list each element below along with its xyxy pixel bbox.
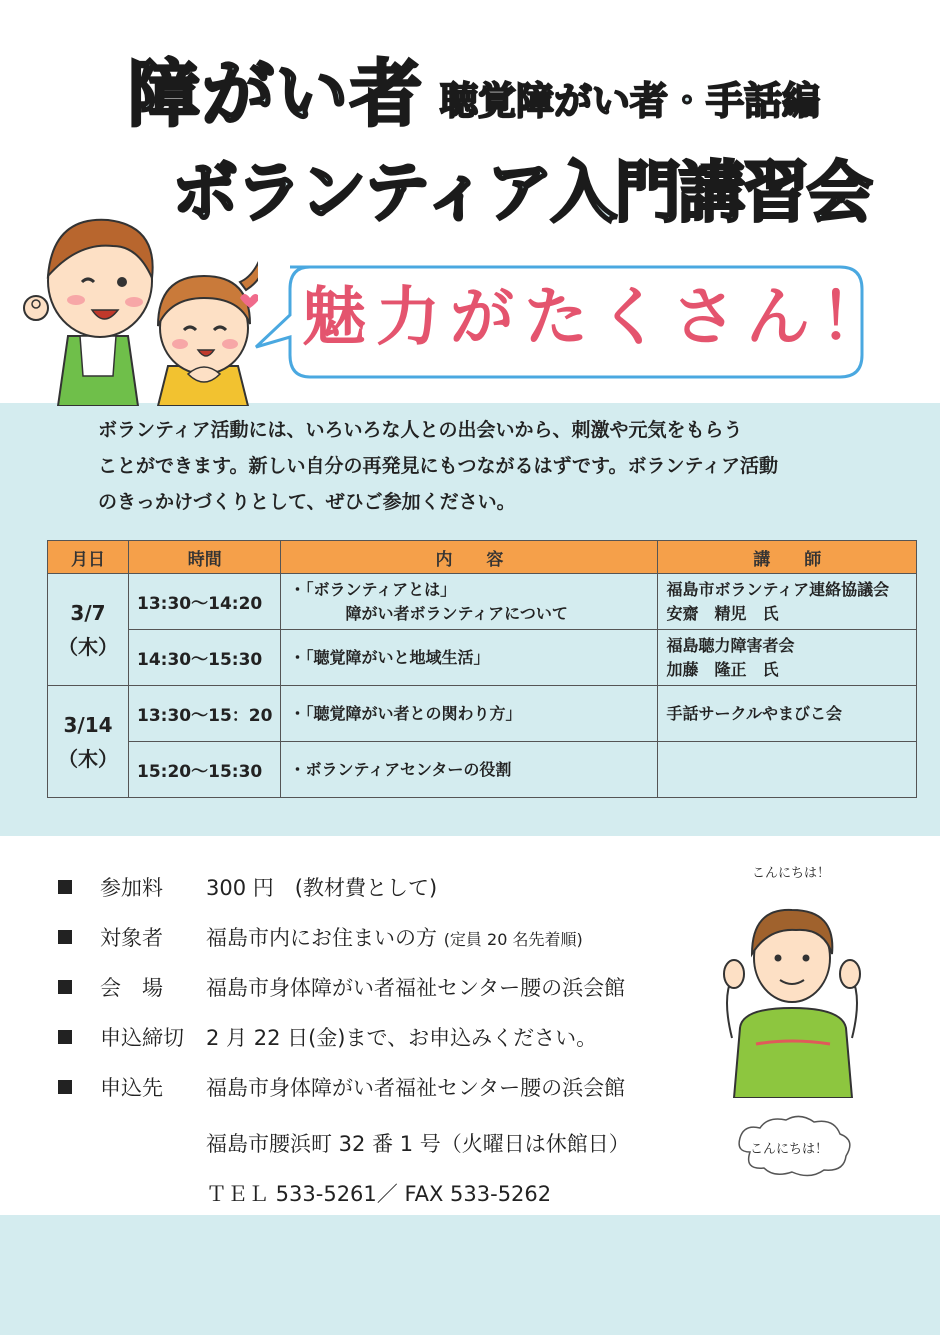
target-text: 福島市内にお住まいの方	[206, 926, 437, 950]
apply-value: 福島市身体障がい者福祉センター腰の浜会館	[206, 1076, 626, 1100]
header-date: 月日	[48, 541, 129, 574]
lecturer-org: 福島市ボランティア連絡協議会	[666, 579, 890, 599]
bullet-square-icon	[58, 930, 72, 944]
table-row	[48, 574, 917, 630]
content-line: ・「ボランティアとは」	[289, 579, 457, 599]
weekday-value: （木）	[58, 746, 118, 771]
intro-text	[98, 412, 888, 520]
date-cell	[48, 686, 129, 798]
time-cell: 13:30〜15：20	[129, 686, 281, 742]
table-header-row	[48, 541, 917, 574]
apply-label: 申込先	[100, 1076, 163, 1100]
page-title-line2: ボランティア入門講習会	[172, 154, 871, 231]
fee-label: 参加料	[100, 876, 163, 900]
intro-line: ボランティア活動には、いろいろな人との出会いから、刺激や元気をもらう	[98, 419, 743, 441]
table-row	[48, 686, 917, 742]
time-cell: 14:30〜15:30	[129, 630, 281, 686]
tagline: 魅力がたくさん！	[302, 281, 894, 355]
speech-text-top: こんにちは！	[752, 866, 831, 881]
bullet-square-icon	[58, 880, 72, 894]
bullet-square-icon	[58, 1080, 72, 1094]
content-line: 障がい者ボランティアについて	[345, 603, 568, 623]
speech-text-bottom: こんにちは！	[750, 1142, 829, 1157]
date-value: 3/14	[63, 712, 113, 737]
header-content: 内 容	[281, 541, 658, 574]
date-value: 3/7	[70, 600, 106, 625]
weekday-value: （木）	[58, 634, 118, 659]
lecturer-org: 福島聴力障害者会	[666, 635, 795, 655]
time-cell: 13:30〜14:20	[129, 574, 281, 630]
content-line: ・「聴覚障がいと地域生活」	[289, 647, 490, 667]
bullet-square-icon	[58, 1030, 72, 1044]
table-row	[48, 742, 917, 798]
table-row	[48, 630, 917, 686]
deadline-label: 申込締切	[100, 1026, 184, 1050]
lecturer-cell	[658, 742, 917, 798]
content-cell	[281, 630, 658, 686]
venue-label: 会 場	[100, 976, 163, 1000]
lecturer-name: 加藤 隆正 氏	[666, 659, 779, 679]
content-cell	[281, 742, 658, 798]
tel-fax-text: ＴＥＬ 533-5261／ FAX 533-5262	[206, 1182, 552, 1206]
schedule-table	[47, 540, 917, 798]
address-text: 福島市腰浜町 32 番 1 号（火曜日は休館日）	[206, 1132, 630, 1156]
target-value	[206, 922, 583, 952]
bullet-square-icon	[58, 980, 72, 994]
venue-value: 福島市身体障がい者福祉センター腰の浜会館	[206, 976, 626, 1000]
target-note: (定員 20 名先着順)	[443, 930, 583, 949]
lecturer-org: 手話サークルやまびこ会	[666, 703, 842, 723]
intro-line: ことができます。新しい自分の再発見にもつながるはずです。ボランティア活動	[98, 455, 779, 477]
content-line: ・ボランティアセンターの役割	[289, 759, 512, 779]
date-cell	[48, 574, 129, 686]
footer-background-band	[0, 1215, 940, 1335]
lecturer-cell	[658, 686, 917, 742]
volunteers-illustration	[18, 206, 258, 406]
time-cell: 15:20〜15:30	[129, 742, 281, 798]
deadline-value: 2 月 22 日(金)まで、お申込みください。	[206, 1026, 598, 1050]
page-title-line1: 障がい者	[128, 52, 425, 136]
fee-value: 300 円 (教材費として)	[206, 876, 438, 900]
header-time: 時間	[129, 541, 281, 574]
content-cell	[281, 574, 658, 630]
man-signing-illustration	[712, 858, 872, 1098]
target-label: 対象者	[100, 926, 163, 950]
lecturer-name: 安齋 精児 氏	[666, 603, 779, 623]
page-subtitle: 聴覚障がい者・手話編	[440, 79, 821, 123]
intro-line: のきっかけづくりとして、ぜひご参加ください。	[98, 491, 516, 513]
lecturer-cell	[658, 574, 917, 630]
content-cell	[281, 686, 658, 742]
lecturer-cell	[658, 630, 917, 686]
content-line: ・「聴覚障がい者との関わり方」	[289, 703, 522, 723]
header-lecturer: 講 師	[658, 541, 917, 574]
